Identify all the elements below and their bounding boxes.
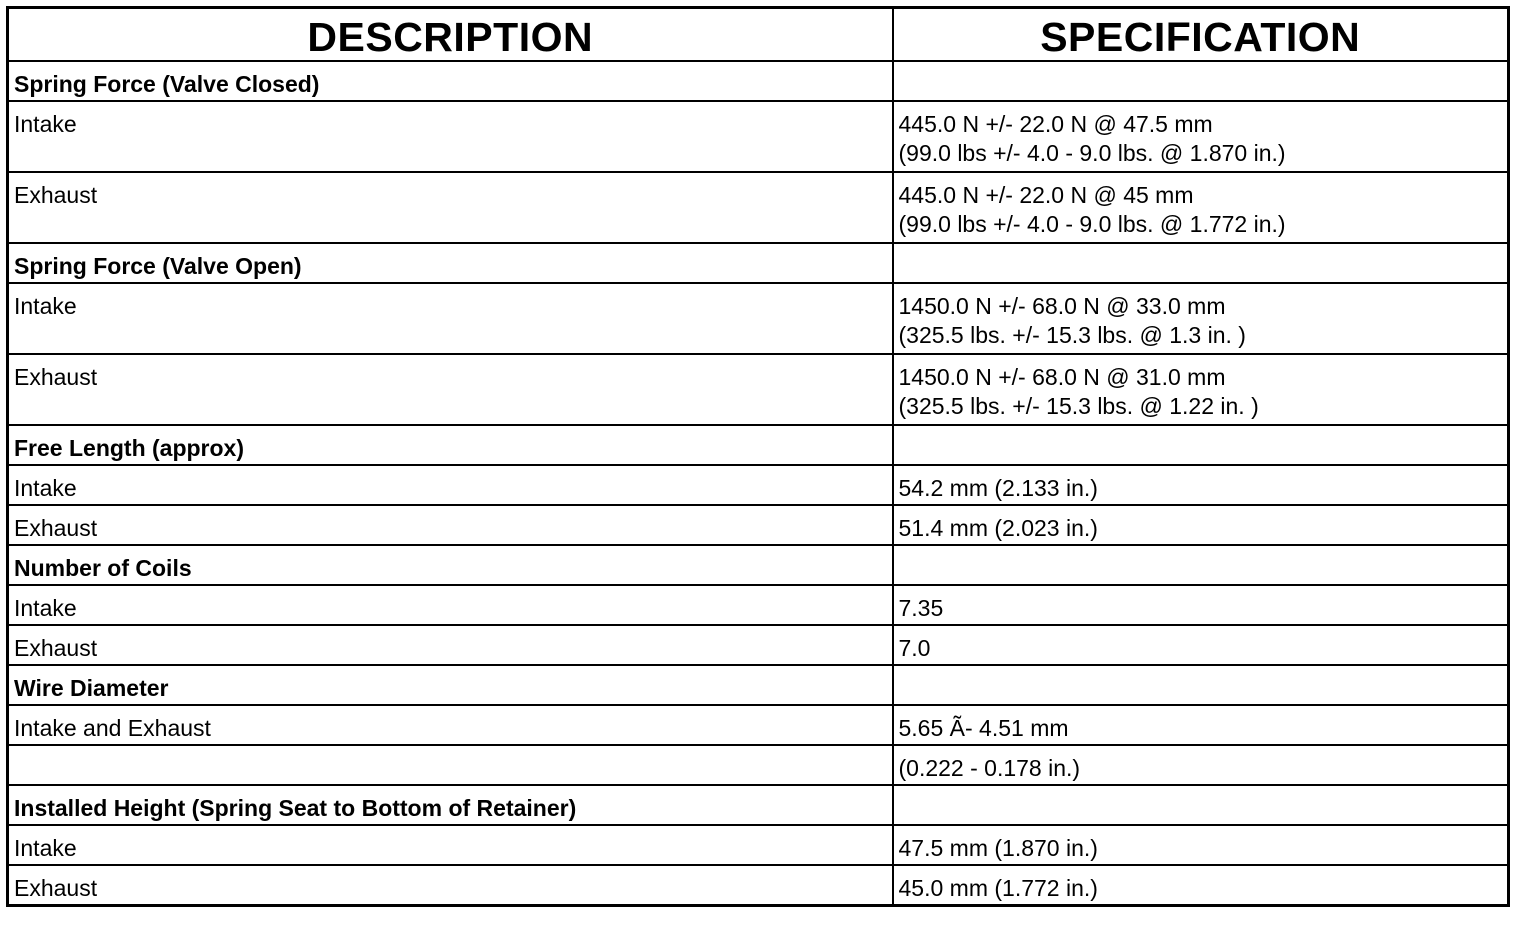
description-column-header: DESCRIPTION	[8, 8, 893, 62]
specification-cell	[893, 243, 1509, 283]
table-row	[8, 705, 1509, 745]
spec-line: (0.222 - 0.178 in.)	[898, 755, 1081, 781]
table-row	[8, 865, 1509, 905]
table-row	[8, 825, 1509, 865]
specification-cell	[893, 283, 1509, 354]
header-row	[8, 8, 1509, 62]
table-row	[8, 101, 1509, 172]
section-title-cell: Free Length (approx)	[8, 425, 893, 465]
spec-line: (99.0 lbs +/- 4.0 - 9.0 lbs. @ 1.870 in.)	[898, 140, 1286, 166]
spec-line: 5.65 Ã- 4.51 mm	[898, 715, 1069, 741]
spec-line: 51.4 mm (2.023 in.)	[898, 515, 1098, 541]
valve-spring-spec-table	[6, 6, 1510, 907]
spec-line: 45.0 mm (1.772 in.)	[898, 875, 1098, 901]
description-cell: Intake	[8, 825, 893, 865]
specification-cell	[893, 465, 1509, 505]
specification-cell	[893, 172, 1509, 243]
section-header-row	[8, 61, 1509, 101]
table-row	[8, 465, 1509, 505]
specification-cell	[893, 101, 1509, 172]
spec-line: (325.5 lbs. +/- 15.3 lbs. @ 1.22 in. )	[898, 393, 1259, 419]
spec-line: 1450.0 N +/- 68.0 N @ 31.0 mm	[898, 364, 1226, 390]
table-body	[8, 61, 1509, 905]
specification-cell	[893, 61, 1509, 101]
specification-cell	[893, 505, 1509, 545]
description-cell: Intake	[8, 283, 893, 354]
table-row	[8, 625, 1509, 665]
specification-cell	[893, 354, 1509, 425]
spec-line: (325.5 lbs. +/- 15.3 lbs. @ 1.3 in. )	[898, 322, 1246, 348]
description-cell: Intake	[8, 101, 893, 172]
specification-cell	[893, 785, 1509, 825]
section-header-row	[8, 243, 1509, 283]
spec-line: (99.0 lbs +/- 4.0 - 9.0 lbs. @ 1.772 in.)	[898, 211, 1286, 237]
specification-column-header: SPECIFICATION	[893, 8, 1509, 62]
section-title-cell: Spring Force (Valve Open)	[8, 243, 893, 283]
specification-cell	[893, 425, 1509, 465]
section-header-row	[8, 665, 1509, 705]
description-cell: Exhaust	[8, 354, 893, 425]
spec-line: 445.0 N +/- 22.0 N @ 47.5 mm	[898, 111, 1213, 137]
spec-line: 54.2 mm (2.133 in.)	[898, 475, 1098, 501]
table-row	[8, 505, 1509, 545]
section-title-cell: Installed Height (Spring Seat to Bottom of Retainer)	[8, 785, 893, 825]
table-row	[8, 354, 1509, 425]
description-cell: Exhaust	[8, 625, 893, 665]
description-cell: Intake	[8, 585, 893, 625]
table-row	[8, 283, 1509, 354]
description-cell: Intake and Exhaust	[8, 705, 893, 745]
description-cell: Exhaust	[8, 172, 893, 243]
section-title-cell: Number of Coils	[8, 545, 893, 585]
spec-line: 1450.0 N +/- 68.0 N @ 33.0 mm	[898, 293, 1226, 319]
description-cell: Exhaust	[8, 865, 893, 905]
specification-cell	[893, 545, 1509, 585]
description-cell	[8, 745, 893, 785]
table-row	[8, 172, 1509, 243]
section-header-row	[8, 425, 1509, 465]
specification-cell	[893, 865, 1509, 905]
spec-line: 7.35	[898, 595, 944, 621]
table-header	[8, 8, 1509, 62]
specification-cell	[893, 665, 1509, 705]
description-cell: Exhaust	[8, 505, 893, 545]
table-row	[8, 745, 1509, 785]
specification-cell	[893, 745, 1509, 785]
table-row	[8, 585, 1509, 625]
description-cell: Intake	[8, 465, 893, 505]
section-title-cell: Spring Force (Valve Closed)	[8, 61, 893, 101]
spec-line: 445.0 N +/- 22.0 N @ 45 mm	[898, 182, 1194, 208]
spec-line: 7.0	[898, 635, 931, 661]
section-header-row	[8, 785, 1509, 825]
specification-cell	[893, 825, 1509, 865]
section-title-cell: Wire Diameter	[8, 665, 893, 705]
spec-line: 47.5 mm (1.870 in.)	[898, 835, 1098, 861]
section-header-row	[8, 545, 1509, 585]
specification-cell	[893, 625, 1509, 665]
specification-cell	[893, 705, 1509, 745]
specification-cell	[893, 585, 1509, 625]
